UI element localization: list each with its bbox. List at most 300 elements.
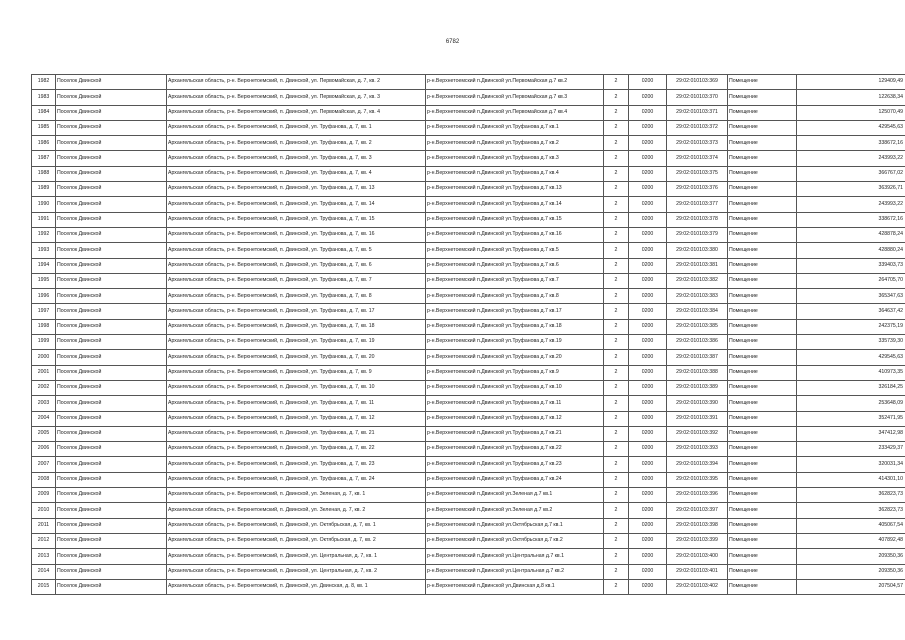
object-type-cell: Помещение	[728, 533, 797, 548]
oktmo-cell: 0200	[629, 442, 667, 457]
cadastral-value-cell: 125070,49	[797, 105, 905, 120]
settlement-name-cell: Поселок Двинской	[56, 365, 167, 380]
code-cell: 2	[604, 380, 629, 395]
short-address-cell: р-н.Верхнетоемский п.Двинской ул.Труфанова д.7 кв.9	[426, 365, 604, 380]
full-address-cell: Архангельская область, р-н. Верхнетоемский, п. Двинской, ул. Труфанова, д. 7, кв. 11	[167, 396, 426, 411]
settlement-name-cell: Поселок Двинской	[56, 105, 167, 120]
table-row	[32, 182, 905, 197]
full-address-cell: Архангельская область, р-н. Верхнетоемский, п. Двинской, ул. Труфанова, д. 7, кв. 8	[167, 289, 426, 304]
cadastral-number-cell: 29:02:010103:389	[667, 380, 728, 395]
code-cell: 2	[604, 75, 629, 90]
cadastral-value-cell: 363926,71	[797, 182, 905, 197]
short-address-cell: р-н.Верхнетоемский п.Двинской ул.Центральная д.7 кв.1	[426, 549, 604, 564]
row-number-cell: 2003	[32, 396, 56, 411]
row-number-cell: 2002	[32, 380, 56, 395]
row-number-cell: 2011	[32, 518, 56, 533]
settlement-name-cell: Поселок Двинской	[56, 411, 167, 426]
full-address-cell: Архангельская область, р-н. Верхнетоемский, п. Двинской, ул. Октябрьская, д. 7, кв. 2	[167, 533, 426, 548]
cadastral-number-cell: 29:02:010103:381	[667, 258, 728, 273]
short-address-cell: р-н.Верхнетоемский п.Двинской ул.Первомайская д.7 кв.3	[426, 90, 604, 105]
settlement-name-cell: Поселок Двинской	[56, 442, 167, 457]
full-address-cell: Архангельская область, р-н. Верхнетоемский, п. Двинской, ул. Труфанова, д. 7, кв. 22	[167, 442, 426, 457]
row-number-cell: 1997	[32, 304, 56, 319]
oktmo-cell: 0200	[629, 136, 667, 151]
short-address-cell: р-н.Верхнетоемский п.Двинской ул.Зеленая д.7 кв.2	[426, 503, 604, 518]
row-number-cell: 1988	[32, 166, 56, 181]
cadastral-value-cell: 209350,36	[797, 549, 905, 564]
settlement-name-cell: Поселок Двинской	[56, 120, 167, 135]
settlement-name-cell: Поселок Двинской	[56, 549, 167, 564]
table-row	[32, 166, 905, 181]
settlement-name-cell: Поселок Двинской	[56, 289, 167, 304]
short-address-cell: р-н.Верхнетоемский п.Двинской ул.Зеленая д.7 кв.1	[426, 488, 604, 503]
object-type-cell: Помещение	[728, 319, 797, 334]
settlement-name-cell: Поселок Двинской	[56, 182, 167, 197]
cadastral-value-cell: 264705,70	[797, 273, 905, 288]
code-cell: 2	[604, 90, 629, 105]
oktmo-cell: 0200	[629, 350, 667, 365]
cadastral-number-cell: 29:02:010103:393	[667, 442, 728, 457]
code-cell: 2	[604, 258, 629, 273]
cadastral-number-cell: 29:02:010103:396	[667, 488, 728, 503]
short-address-cell: р-н.Верхнетоемский п.Двинской ул.Труфанова д.7 кв.21	[426, 426, 604, 441]
full-address-cell: Архангельская область, р-н. Верхнетоемский, п. Двинской, ул. Труфанова, д. 7, кв. 6	[167, 258, 426, 273]
short-address-cell: р-н.Верхнетоемский п.Двинской ул.Труфанова д.7 кв.10	[426, 380, 604, 395]
short-address-cell: р-н.Верхнетоемский п.Двинской ул.Труфанова д.7 кв.20	[426, 350, 604, 365]
full-address-cell: Архангельская область, р-н. Верхнетоемский, п. Двинской, ул. Труфанова, д. 7, кв. 24	[167, 472, 426, 487]
cadastral-value-cell: 407892,48	[797, 533, 905, 548]
code-cell: 2	[604, 197, 629, 212]
full-address-cell: Архангельская область, р-н. Верхнетоемский, п. Двинской, ул. Первомайская, д. 7, кв. 3	[167, 90, 426, 105]
oktmo-cell: 0200	[629, 120, 667, 135]
short-address-cell: р-н.Верхнетоемский п.Двинской ул.Труфанова д.7 кв.5	[426, 243, 604, 258]
code-cell: 2	[604, 105, 629, 120]
cadastral-number-cell: 29:02:010103:375	[667, 166, 728, 181]
object-type-cell: Помещение	[728, 564, 797, 579]
full-address-cell: Архангельская область, р-н. Верхнетоемский, п. Двинской, ул. Труфанова, д. 7, кв. 3	[167, 151, 426, 166]
object-type-cell: Помещение	[728, 258, 797, 273]
code-cell: 2	[604, 289, 629, 304]
code-cell: 2	[604, 549, 629, 564]
short-address-cell: р-н.Верхнетоемский п.Двинской ул.Труфанова д.7 кв.7	[426, 273, 604, 288]
object-type-cell: Помещение	[728, 365, 797, 380]
cadastral-value-cell: 207504,57	[797, 579, 905, 594]
object-type-cell: Помещение	[728, 90, 797, 105]
object-type-cell: Помещение	[728, 197, 797, 212]
settlement-name-cell: Поселок Двинской	[56, 518, 167, 533]
object-type-cell: Помещение	[728, 396, 797, 411]
cadastral-value-cell: 414301,10	[797, 472, 905, 487]
table-row	[32, 411, 905, 426]
code-cell: 2	[604, 533, 629, 548]
cadastral-number-cell: 29:02:010103:369	[667, 75, 728, 90]
settlement-name-cell: Поселок Двинской	[56, 564, 167, 579]
object-type-cell: Помещение	[728, 380, 797, 395]
full-address-cell: Архангельская область, р-н. Верхнетоемский, п. Двинской, ул. Труфанова, д. 7, кв. 14	[167, 197, 426, 212]
table-row	[32, 90, 905, 105]
cadastral-value-cell: 428878,24	[797, 227, 905, 242]
row-number-cell: 1983	[32, 90, 56, 105]
object-type-cell: Помещение	[728, 75, 797, 90]
short-address-cell: р-н.Верхнетоемский п.Двинской ул.Труфанова д.7 кв.15	[426, 212, 604, 227]
oktmo-cell: 0200	[629, 426, 667, 441]
short-address-cell: р-н.Верхнетоемский п.Двинской ул.Октябрьская д.7 кв.1	[426, 518, 604, 533]
object-type-cell: Помещение	[728, 227, 797, 242]
object-type-cell: Помещение	[728, 503, 797, 518]
full-address-cell: Архангельская область, р-н. Верхнетоемский, п. Двинской, ул. Труфанова, д. 7, кв. 18	[167, 319, 426, 334]
row-number-cell: 1989	[32, 182, 56, 197]
settlement-name-cell: Поселок Двинской	[56, 503, 167, 518]
cadastral-number-cell: 29:02:010103:394	[667, 457, 728, 472]
oktmo-cell: 0200	[629, 319, 667, 334]
settlement-name-cell: Поселок Двинской	[56, 227, 167, 242]
cadastral-value-cell: 347412,98	[797, 426, 905, 441]
table-row	[32, 380, 905, 395]
object-type-cell: Помещение	[728, 243, 797, 258]
row-number-cell: 1999	[32, 335, 56, 350]
oktmo-cell: 0200	[629, 182, 667, 197]
row-number-cell: 2015	[32, 579, 56, 594]
table-row	[32, 151, 905, 166]
cadastral-number-cell: 29:02:010103:380	[667, 243, 728, 258]
page-number: 6782	[445, 39, 460, 45]
oktmo-cell: 0200	[629, 396, 667, 411]
short-address-cell: р-н.Верхнетоемский п.Двинской ул.Труфанова д.7 кв.11	[426, 396, 604, 411]
row-number-cell: 1993	[32, 243, 56, 258]
cadastral-value-cell: 429545,63	[797, 350, 905, 365]
table-row	[32, 396, 905, 411]
code-cell: 2	[604, 304, 629, 319]
cadastral-value-cell: 339403,73	[797, 258, 905, 273]
cadastral-value-cell: 405067,54	[797, 518, 905, 533]
code-cell: 2	[604, 411, 629, 426]
table-row	[32, 457, 905, 472]
object-type-cell: Помещение	[728, 472, 797, 487]
oktmo-cell: 0200	[629, 472, 667, 487]
row-number-cell: 1996	[32, 289, 56, 304]
cadastral-number-cell: 29:02:010103:397	[667, 503, 728, 518]
oktmo-cell: 0200	[629, 380, 667, 395]
oktmo-cell: 0200	[629, 304, 667, 319]
settlement-name-cell: Поселок Двинской	[56, 457, 167, 472]
full-address-cell: Архангельская область, р-н. Верхнетоемский, п. Двинской, ул. Первомайская, д. 7, кв. 4	[167, 105, 426, 120]
oktmo-cell: 0200	[629, 197, 667, 212]
row-number-cell: 1990	[32, 197, 56, 212]
code-cell: 2	[604, 319, 629, 334]
cadastral-value-cell: 326184,25	[797, 380, 905, 395]
cadastral-number-cell: 29:02:010103:377	[667, 197, 728, 212]
row-number-cell: 2005	[32, 426, 56, 441]
code-cell: 2	[604, 365, 629, 380]
object-type-cell: Помещение	[728, 426, 797, 441]
row-number-cell: 2009	[32, 488, 56, 503]
code-cell: 2	[604, 136, 629, 151]
code-cell: 2	[604, 166, 629, 181]
table-row	[32, 426, 905, 441]
oktmo-cell: 0200	[629, 258, 667, 273]
full-address-cell: Архангельская область, р-н. Верхнетоемский, п. Двинской, ул. Труфанова, д. 7, кв. 5	[167, 243, 426, 258]
settlement-name-cell: Поселок Двинской	[56, 488, 167, 503]
settlement-name-cell: Поселок Двинской	[56, 579, 167, 594]
short-address-cell: р-н.Верхнетоемский п.Двинской ул.Труфанова д.7 кв.19	[426, 335, 604, 350]
code-cell: 2	[604, 442, 629, 457]
settlement-name-cell: Поселок Двинской	[56, 273, 167, 288]
table-row	[32, 488, 905, 503]
row-number-cell: 2000	[32, 350, 56, 365]
object-type-cell: Помещение	[728, 289, 797, 304]
cadastral-value-cell: 129409,49	[797, 75, 905, 90]
object-type-cell: Помещение	[728, 273, 797, 288]
full-address-cell: Архангельская область, р-н. Верхнетоемский, п. Двинской, ул. Труфанова, д. 7, кв. 12	[167, 411, 426, 426]
cadastral-number-cell: 29:02:010103:379	[667, 227, 728, 242]
row-number-cell: 1986	[32, 136, 56, 151]
oktmo-cell: 0200	[629, 227, 667, 242]
code-cell: 2	[604, 518, 629, 533]
full-address-cell: Архангельская область, р-н. Верхнетоемский, п. Двинской, ул. Труфанова, д. 7, кв. 21	[167, 426, 426, 441]
full-address-cell: Архангельская область, р-н. Верхнетоемский, п. Двинской, ул. Труфанова, д. 7, кв. 7	[167, 273, 426, 288]
row-number-cell: 1994	[32, 258, 56, 273]
object-type-cell: Помещение	[728, 166, 797, 181]
short-address-cell: р-н.Верхнетоемский п.Двинской ул.Центральная д.7 кв.2	[426, 564, 604, 579]
property-registry-table	[31, 74, 905, 595]
oktmo-cell: 0200	[629, 289, 667, 304]
row-number-cell: 1998	[32, 319, 56, 334]
object-type-cell: Помещение	[728, 411, 797, 426]
cadastral-number-cell: 29:02:010103:378	[667, 212, 728, 227]
object-type-cell: Помещение	[728, 350, 797, 365]
table-row	[32, 442, 905, 457]
settlement-name-cell: Поселок Двинской	[56, 533, 167, 548]
short-address-cell: р-н.Верхнетоемский п.Двинской ул.Первомайская д.7 кв.2	[426, 75, 604, 90]
full-address-cell: Архангельская область, р-н. Верхнетоемский, п. Двинской, ул. Труфанова, д. 7, кв. 13	[167, 182, 426, 197]
short-address-cell: р-н.Верхнетоемский п.Двинской ул.Октябрьская д.7 кв.2	[426, 533, 604, 548]
settlement-name-cell: Поселок Двинской	[56, 380, 167, 395]
table-row	[32, 273, 905, 288]
code-cell: 2	[604, 488, 629, 503]
short-address-cell: р-н.Верхнетоемский п.Двинской ул.Труфанова д.7 кв.12	[426, 411, 604, 426]
code-cell: 2	[604, 503, 629, 518]
table-row	[32, 243, 905, 258]
cadastral-value-cell: 122638,34	[797, 90, 905, 105]
oktmo-cell: 0200	[629, 411, 667, 426]
short-address-cell: р-н.Верхнетоемский п.Двинской ул.Труфанова д.7 кв.17	[426, 304, 604, 319]
row-number-cell: 2007	[32, 457, 56, 472]
oktmo-cell: 0200	[629, 335, 667, 350]
cadastral-value-cell: 366767,02	[797, 166, 905, 181]
object-type-cell: Помещение	[728, 151, 797, 166]
oktmo-cell: 0200	[629, 166, 667, 181]
settlement-name-cell: Поселок Двинской	[56, 335, 167, 350]
short-address-cell: р-н.Верхнетоемский п.Двинской ул.Труфанова д.7 кв.24	[426, 472, 604, 487]
short-address-cell: р-н.Верхнетоемский п.Двинской ул.Труфанова д.7 кв.22	[426, 442, 604, 457]
object-type-cell: Помещение	[728, 212, 797, 227]
short-address-cell: р-н.Верхнетоемский п.Двинской ул.Труфанова д.7 кв.13	[426, 182, 604, 197]
full-address-cell: Архангельская область, р-н. Верхнетоемский, п. Двинской, ул. Центральная, д. 7, кв. 2	[167, 564, 426, 579]
oktmo-cell: 0200	[629, 518, 667, 533]
row-number-cell: 2008	[32, 472, 56, 487]
full-address-cell: Архангельская область, р-н. Верхнетоемский, п. Двинской, ул. Труфанова, д. 7, кв. 1	[167, 120, 426, 135]
oktmo-cell: 0200	[629, 212, 667, 227]
oktmo-cell: 0200	[629, 549, 667, 564]
row-number-cell: 2010	[32, 503, 56, 518]
short-address-cell: р-н.Верхнетоемский п.Двинской ул.Труфанова д.7 кв.18	[426, 319, 604, 334]
cadastral-number-cell: 29:02:010103:387	[667, 350, 728, 365]
settlement-name-cell: Поселок Двинской	[56, 136, 167, 151]
table-row	[32, 136, 905, 151]
settlement-name-cell: Поселок Двинской	[56, 396, 167, 411]
cadastral-value-cell: 243993,22	[797, 151, 905, 166]
oktmo-cell: 0200	[629, 75, 667, 90]
row-number-cell: 1995	[32, 273, 56, 288]
row-number-cell: 1982	[32, 75, 56, 90]
row-number-cell: 2012	[32, 533, 56, 548]
full-address-cell: Архангельская область, р-н. Верхнетоемский, п. Двинской, ул. Труфанова, д. 7, кв. 16	[167, 227, 426, 242]
registry-body	[32, 75, 905, 595]
table-row	[32, 579, 905, 594]
oktmo-cell: 0200	[629, 564, 667, 579]
cadastral-value-cell: 362823,73	[797, 488, 905, 503]
settlement-name-cell: Поселок Двинской	[56, 166, 167, 181]
object-type-cell: Помещение	[728, 549, 797, 564]
oktmo-cell: 0200	[629, 457, 667, 472]
cadastral-number-cell: 29:02:010103:390	[667, 396, 728, 411]
table-row	[32, 120, 905, 135]
short-address-cell: р-н.Верхнетоемский п.Двинской ул.Труфанова д.7 кв.14	[426, 197, 604, 212]
table-row	[32, 503, 905, 518]
code-cell: 2	[604, 227, 629, 242]
short-address-cell: р-н.Верхнетоемский п.Двинской ул.Труфанова д.7 кв.3	[426, 151, 604, 166]
full-address-cell: Архангельская область, р-н. Верхнетоемский, п. Двинской, ул. Труфанова, д. 7, кв. 20	[167, 350, 426, 365]
settlement-name-cell: Поселок Двинской	[56, 319, 167, 334]
table-row	[32, 533, 905, 548]
cadastral-number-cell: 29:02:010103:398	[667, 518, 728, 533]
cadastral-number-cell: 29:02:010103:376	[667, 182, 728, 197]
full-address-cell: Архангельская область, р-н. Верхнетоемский, п. Двинской, ул. Труфанова, д. 7, кв. 2	[167, 136, 426, 151]
cadastral-number-cell: 29:02:010103:401	[667, 564, 728, 579]
oktmo-cell: 0200	[629, 273, 667, 288]
short-address-cell: р-н.Верхнетоемский п.Двинской ул.Труфанова д.7 кв.23	[426, 457, 604, 472]
full-address-cell: Архангельская область, р-н. Верхнетоемский, п. Двинской, ул. Труфанова, д. 7, кв. 9	[167, 365, 426, 380]
code-cell: 2	[604, 564, 629, 579]
settlement-name-cell: Поселок Двинской	[56, 75, 167, 90]
table-row	[32, 227, 905, 242]
oktmo-cell: 0200	[629, 488, 667, 503]
code-cell: 2	[604, 335, 629, 350]
object-type-cell: Помещение	[728, 579, 797, 594]
cadastral-value-cell: 338672,16	[797, 136, 905, 151]
oktmo-cell: 0200	[629, 151, 667, 166]
cadastral-number-cell: 29:02:010103:373	[667, 136, 728, 151]
table-row	[32, 319, 905, 334]
full-address-cell: Архангельская область, р-н. Верхнетоемский, п. Двинской, ул. Труфанова, д. 7, кв. 23	[167, 457, 426, 472]
object-type-cell: Помещение	[728, 120, 797, 135]
full-address-cell: Архангельская область, р-н. Верхнетоемский, п. Двинской, ул. Центральная, д. 7, кв. 1	[167, 549, 426, 564]
table-row	[32, 335, 905, 350]
code-cell: 2	[604, 457, 629, 472]
cadastral-number-cell: 29:02:010103:371	[667, 105, 728, 120]
full-address-cell: Архангельская область, р-н. Верхнетоемский, п. Двинской, ул. Первомайская, д. 7, кв. 2	[167, 75, 426, 90]
short-address-cell: р-н.Верхнетоемский п.Двинской ул.Труфанова д.7 кв.16	[426, 227, 604, 242]
settlement-name-cell: Поселок Двинской	[56, 472, 167, 487]
row-number-cell: 2001	[32, 365, 56, 380]
cadastral-number-cell: 29:02:010103:402	[667, 579, 728, 594]
full-address-cell: Архангельская область, р-н. Верхнетоемский, п. Двинской, ул. Зеленая, д. 7, кв. 1	[167, 488, 426, 503]
cadastral-number-cell: 29:02:010103:400	[667, 549, 728, 564]
code-cell: 2	[604, 120, 629, 135]
oktmo-cell: 0200	[629, 533, 667, 548]
object-type-cell: Помещение	[728, 457, 797, 472]
cadastral-number-cell: 29:02:010103:392	[667, 426, 728, 441]
cadastral-value-cell: 428880,24	[797, 243, 905, 258]
short-address-cell: р-н.Верхнетоемский п.Двинской ул.Труфанова д.7 кв.2	[426, 136, 604, 151]
row-number-cell: 2004	[32, 411, 56, 426]
short-address-cell: р-н.Верхнетоемский п.Двинской ул.Первомайская д.7 кв.4	[426, 105, 604, 120]
cadastral-value-cell: 338672,16	[797, 212, 905, 227]
cadastral-number-cell: 29:02:010103:383	[667, 289, 728, 304]
short-address-cell: р-н.Верхнетоемский п.Двинской ул.Труфанова д.7 кв.6	[426, 258, 604, 273]
cadastral-value-cell: 335739,30	[797, 335, 905, 350]
table-row	[32, 304, 905, 319]
code-cell: 2	[604, 151, 629, 166]
table-row	[32, 258, 905, 273]
cadastral-number-cell: 29:02:010103:370	[667, 90, 728, 105]
full-address-cell: Архангельская область, р-н. Верхнетоемский, п. Двинской, ул. Зеленая, д. 7, кв. 2	[167, 503, 426, 518]
code-cell: 2	[604, 396, 629, 411]
row-number-cell: 1985	[32, 120, 56, 135]
row-number-cell: 1992	[32, 227, 56, 242]
table-row	[32, 549, 905, 564]
cadastral-value-cell: 253648,09	[797, 396, 905, 411]
code-cell: 2	[604, 426, 629, 441]
table-row	[32, 365, 905, 380]
settlement-name-cell: Поселок Двинской	[56, 258, 167, 273]
cadastral-value-cell: 320031,34	[797, 457, 905, 472]
table-row	[32, 350, 905, 365]
table-row	[32, 518, 905, 533]
settlement-name-cell: Поселок Двинской	[56, 197, 167, 212]
oktmo-cell: 0200	[629, 365, 667, 380]
object-type-cell: Помещение	[728, 518, 797, 533]
cadastral-value-cell: 242375,19	[797, 319, 905, 334]
table-row	[32, 212, 905, 227]
object-type-cell: Помещение	[728, 105, 797, 120]
full-address-cell: Архангельская область, р-н. Верхнетоемский, п. Двинской, ул. Октябрьская, д. 7, кв. 1	[167, 518, 426, 533]
short-address-cell: р-н.Верхнетоемский п.Двинской ул.Труфанова д.7 кв.4	[426, 166, 604, 181]
cadastral-value-cell: 209350,36	[797, 564, 905, 579]
cadastral-value-cell: 233429,37	[797, 442, 905, 457]
code-cell: 2	[604, 579, 629, 594]
full-address-cell: Архангельская область, р-н. Верхнетоемский, п. Двинской, ул. Труфанова, д. 7, кв. 17	[167, 304, 426, 319]
row-number-cell: 2006	[32, 442, 56, 457]
table-row	[32, 289, 905, 304]
settlement-name-cell: Поселок Двинской	[56, 243, 167, 258]
settlement-name-cell: Поселок Двинской	[56, 426, 167, 441]
cadastral-number-cell: 29:02:010103:388	[667, 365, 728, 380]
settlement-name-cell: Поселок Двинской	[56, 304, 167, 319]
row-number-cell: 1991	[32, 212, 56, 227]
cadastral-number-cell: 29:02:010103:382	[667, 273, 728, 288]
short-address-cell: р-н.Верхнетоемский п.Двинской ул.Двинская д.8 кв.1	[426, 579, 604, 594]
code-cell: 2	[604, 472, 629, 487]
full-address-cell: Архангельская область, р-н. Верхнетоемский, п. Двинской, ул. Труфанова, д. 7, кв. 19	[167, 335, 426, 350]
cadastral-number-cell: 29:02:010103:374	[667, 151, 728, 166]
cadastral-value-cell: 365347,63	[797, 289, 905, 304]
oktmo-cell: 0200	[629, 90, 667, 105]
cadastral-value-cell: 429545,63	[797, 120, 905, 135]
cadastral-number-cell: 29:02:010103:372	[667, 120, 728, 135]
object-type-cell: Помещение	[728, 335, 797, 350]
settlement-name-cell: Поселок Двинской	[56, 350, 167, 365]
